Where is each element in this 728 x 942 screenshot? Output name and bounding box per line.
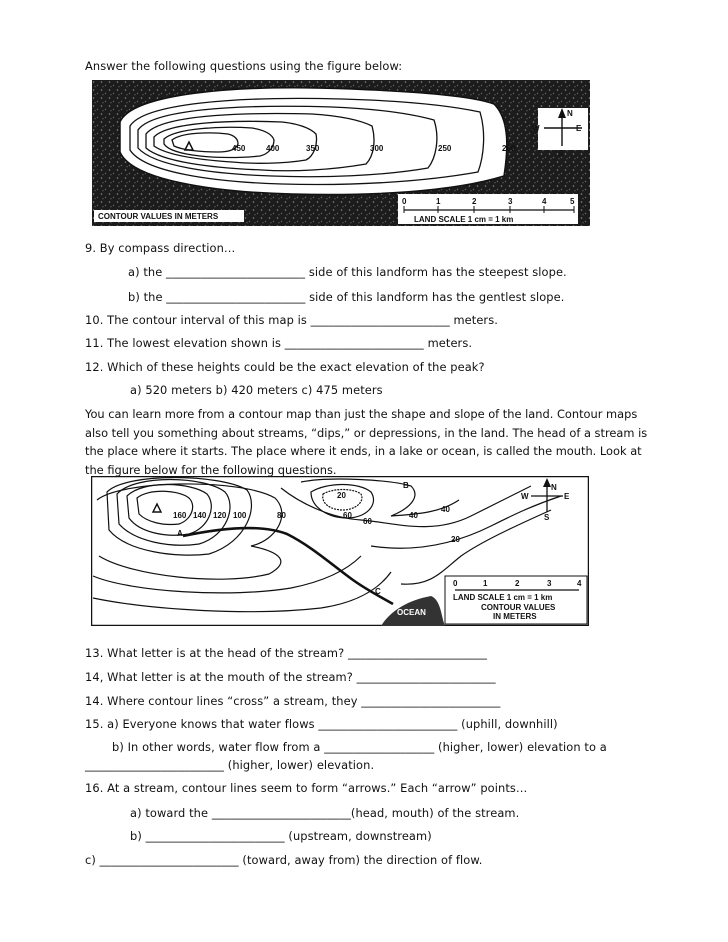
land-scale	[445, 576, 587, 624]
contour-label: 40	[441, 505, 450, 514]
contour-label: 300	[370, 144, 384, 153]
point-c-label: C	[375, 587, 381, 596]
contour-label: 120	[213, 511, 227, 520]
compass-west: W	[521, 492, 529, 501]
point-a-label: A	[177, 529, 183, 538]
land-scale	[398, 194, 578, 224]
compass-south: S	[558, 149, 564, 158]
ocean-label: OCEAN	[397, 608, 426, 617]
question-16a: a) toward the ________________________(head, mouth) of the stream.	[130, 806, 520, 820]
scale-tick: 2	[472, 197, 477, 206]
contour-label: 350	[306, 144, 320, 153]
contour-label: 80	[277, 511, 286, 520]
scale-tick: 1	[483, 579, 488, 588]
contour-label: 450	[232, 144, 246, 153]
question-12: 12. Which of these heights could be the exact elevation of the peak?	[85, 360, 485, 374]
question-12-options: a) 520 meters b) 420 meters c) 475 meters	[130, 383, 383, 397]
map1-legend: CONTOUR VALUES IN METERS	[98, 212, 219, 221]
question-16: 16. At a stream, contour lines seem to form “arrows.” Each “arrow” points…	[85, 781, 528, 795]
question-11: 11. The lowest elevation shown is ________________________ meters.	[85, 336, 473, 350]
contour-label: 160	[173, 511, 187, 520]
question-10: 10. The contour interval of this map is ________________________ meters.	[85, 313, 498, 327]
compass-north: N	[567, 109, 573, 118]
scale-tick: 3	[547, 579, 552, 588]
depression-label: 20	[337, 491, 346, 500]
question-16b: b) ________________________ (upstream, downstream)	[130, 829, 432, 843]
contour-label: 20	[451, 535, 460, 544]
contour-label: 140	[193, 511, 207, 520]
map2-legend-line1: CONTOUR VALUES	[481, 603, 556, 612]
question-9: 9. By compass direction…	[85, 241, 236, 255]
question-14a: 14, What letter is at the mouth of the stream? ________________________	[85, 670, 496, 684]
question-15b-continued: ________________________ (higher, lower) elevation.	[85, 758, 375, 772]
map2-legend-line2: IN METERS	[493, 612, 537, 621]
scale-tick: 4	[577, 579, 582, 588]
question-9a: a) the ________________________ side of this landform has the steepest slope.	[128, 265, 567, 279]
scale-tick: 0	[453, 579, 458, 588]
contour-label: 60	[363, 517, 372, 526]
contour-map-landform	[92, 80, 590, 226]
compass-east: E	[576, 124, 582, 133]
scale-tick: 4	[542, 197, 547, 206]
compass-north: N	[551, 483, 557, 492]
question-15b: b) In other words, water flow from a ___________________ (higher, lower) elevation to a	[112, 740, 607, 754]
scale-tick: 3	[508, 197, 513, 206]
scale-tick: 0	[402, 197, 407, 206]
contour-outer	[120, 88, 507, 195]
contour-label: 250	[438, 144, 452, 153]
scale-tick: 1	[436, 197, 441, 206]
compass-south: S	[544, 513, 550, 522]
instructions: Answer the following questions using the figure below:	[85, 59, 403, 73]
contour-label: 200	[502, 144, 516, 153]
contour-label: 40	[409, 511, 418, 520]
contour-map-stream	[91, 476, 589, 626]
scale-label: LAND SCALE 1 cm = 1 km	[414, 215, 514, 224]
contour-label: 100	[233, 511, 247, 520]
contour-label: 400	[266, 144, 280, 153]
contour-label: 60	[343, 511, 352, 520]
question-14b: 14. Where contour lines “cross” a stream, they ________________________	[85, 694, 501, 708]
scale-tick: 2	[515, 579, 520, 588]
compass-west: W	[532, 124, 540, 133]
scale-label: LAND SCALE 1 cm = 1 km	[453, 593, 553, 602]
stream-paragraph: You can learn more from a contour map than just the shape and slope of the land. Contour maps also tell you something about streams, “dips,” or depressions, in the land. The head of a stream is the place where it starts. The place where it ends, in a lake or ocean, is called the mouth. Look at the figure below for the following questions.	[85, 407, 648, 477]
question-15a: 15. a) Everyone knows that water flows ________________________ (uphill, downhill)	[85, 717, 558, 731]
question-13: 13. What letter is at the head of the stream? ________________________	[85, 646, 488, 660]
scale-tick: 5	[570, 197, 575, 206]
compass-east: E	[564, 492, 570, 501]
question-16c: c) ________________________ (toward, away from) the direction of flow.	[85, 853, 483, 867]
question-9b: b) the ________________________ side of this landform has the gentlest slope.	[128, 290, 565, 304]
point-b-label: B	[403, 481, 409, 490]
